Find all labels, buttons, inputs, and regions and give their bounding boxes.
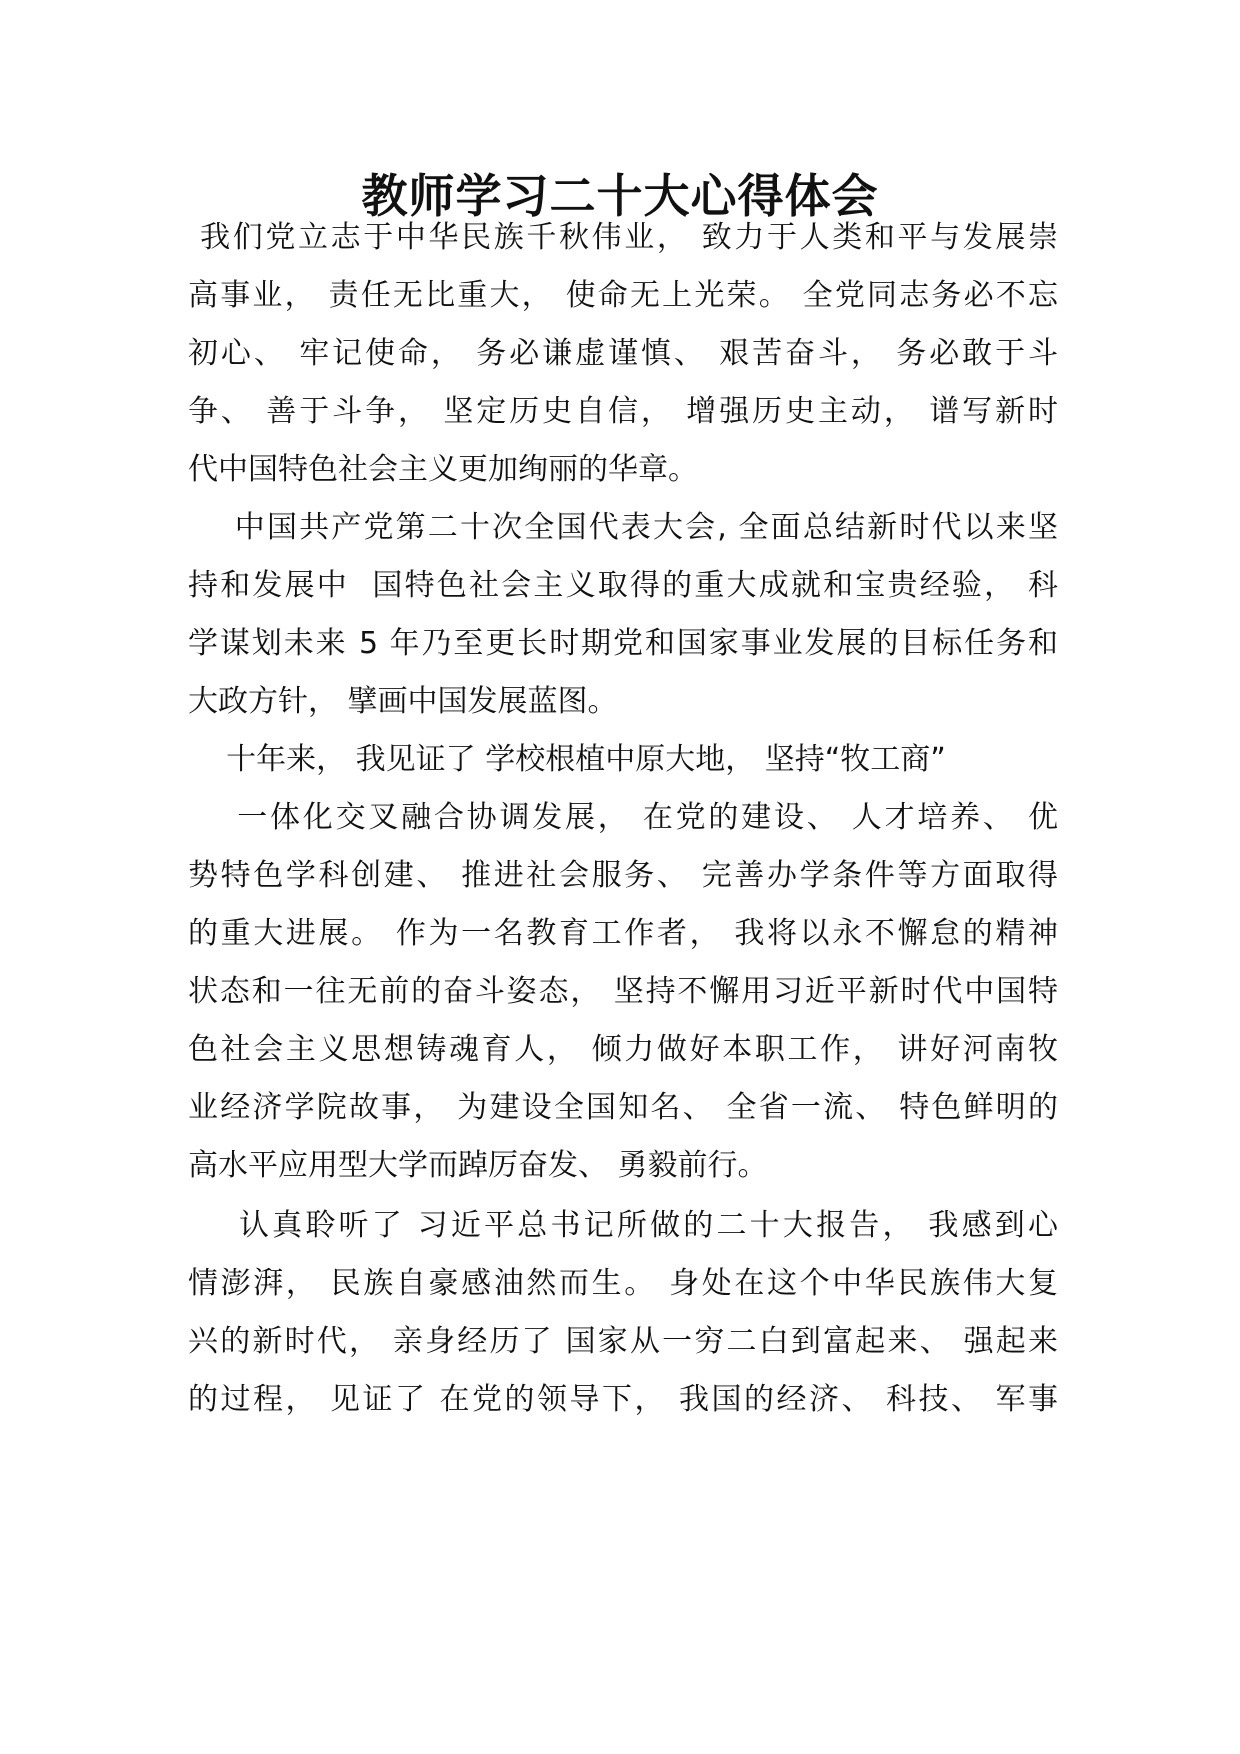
text-line: 一体化交叉融合协调发展， 在党的建设、 人才培养、 优 bbox=[188, 800, 1058, 835]
text-line: 中国共产党第二十次全国代表大会, 全面总结新时代以来坚 bbox=[188, 510, 1058, 545]
text-line: 认真聆听了 习近平总书记所做的二十大报告， 我感到心 bbox=[188, 1208, 1058, 1243]
text-line: 兴的新时代， 亲身经历了 国家从一穷二白到富起来、 强起来 bbox=[188, 1324, 1058, 1359]
text-line: 持和发展中 国特色社会主义取得的重大成就和宝贵经验， 科 bbox=[188, 568, 1058, 603]
text-line: 代中国特色社会主义更加绚丽的华章。 bbox=[188, 452, 698, 487]
text-line: 的重大进展。 作为一名教育工作者， 我将以永不懈怠的精神 bbox=[188, 916, 1058, 951]
text-line: 情澎湃， 民族自豪感油然而生。 身处在这个中华民族伟大复 bbox=[188, 1266, 1058, 1301]
text-line: 势特色学科创建、 推进社会服务、 完善办学条件等方面取得 bbox=[188, 858, 1058, 893]
text-line: 色社会主义思想铸魂育人， 倾力做好本职工作， 讲好河南牧 bbox=[188, 1032, 1058, 1067]
document-title: 教师学习二十大心得体会 bbox=[361, 169, 879, 223]
text-line: 的过程， 见证了 在党的领导下， 我国的经济、 科技、 军事 bbox=[188, 1382, 1058, 1417]
text-line: 状态和一往无前的奋斗姿态， 坚持不懈用习近平新时代中国特 bbox=[188, 974, 1058, 1009]
text-line: 大政方针， 擘画中国发展蓝图。 bbox=[188, 684, 618, 719]
text-line: 学谋划未来 5 年乃至更长时期党和国家事业发展的目标任务和 bbox=[188, 626, 1058, 661]
text-line: 十年来， 我见证了 学校根植中原大地， 坚持“牧工商” bbox=[188, 742, 946, 777]
text-line: 高水平应用型大学而踔厉奋发、 勇毅前行。 bbox=[188, 1148, 768, 1183]
text-line: 争、 善于斗争， 坚定历史自信， 增强历史主动， 谱写新时 bbox=[188, 394, 1058, 429]
text-line: 我们党立志于中华民族千秋伟业， 致力于人类和平与发展崇 bbox=[188, 220, 1058, 255]
text-line: 高事业， 责任无比重大， 使命无上光荣。 全党同志务必不忘 bbox=[188, 278, 1058, 313]
text-line: 业经济学院故事， 为建设全国知名、 全省一流、 特色鲜明的 bbox=[188, 1090, 1058, 1125]
text-line: 初心、 牢记使命， 务必谦虚谨慎、 艰苦奋斗， 务必敢于斗 bbox=[188, 336, 1058, 371]
